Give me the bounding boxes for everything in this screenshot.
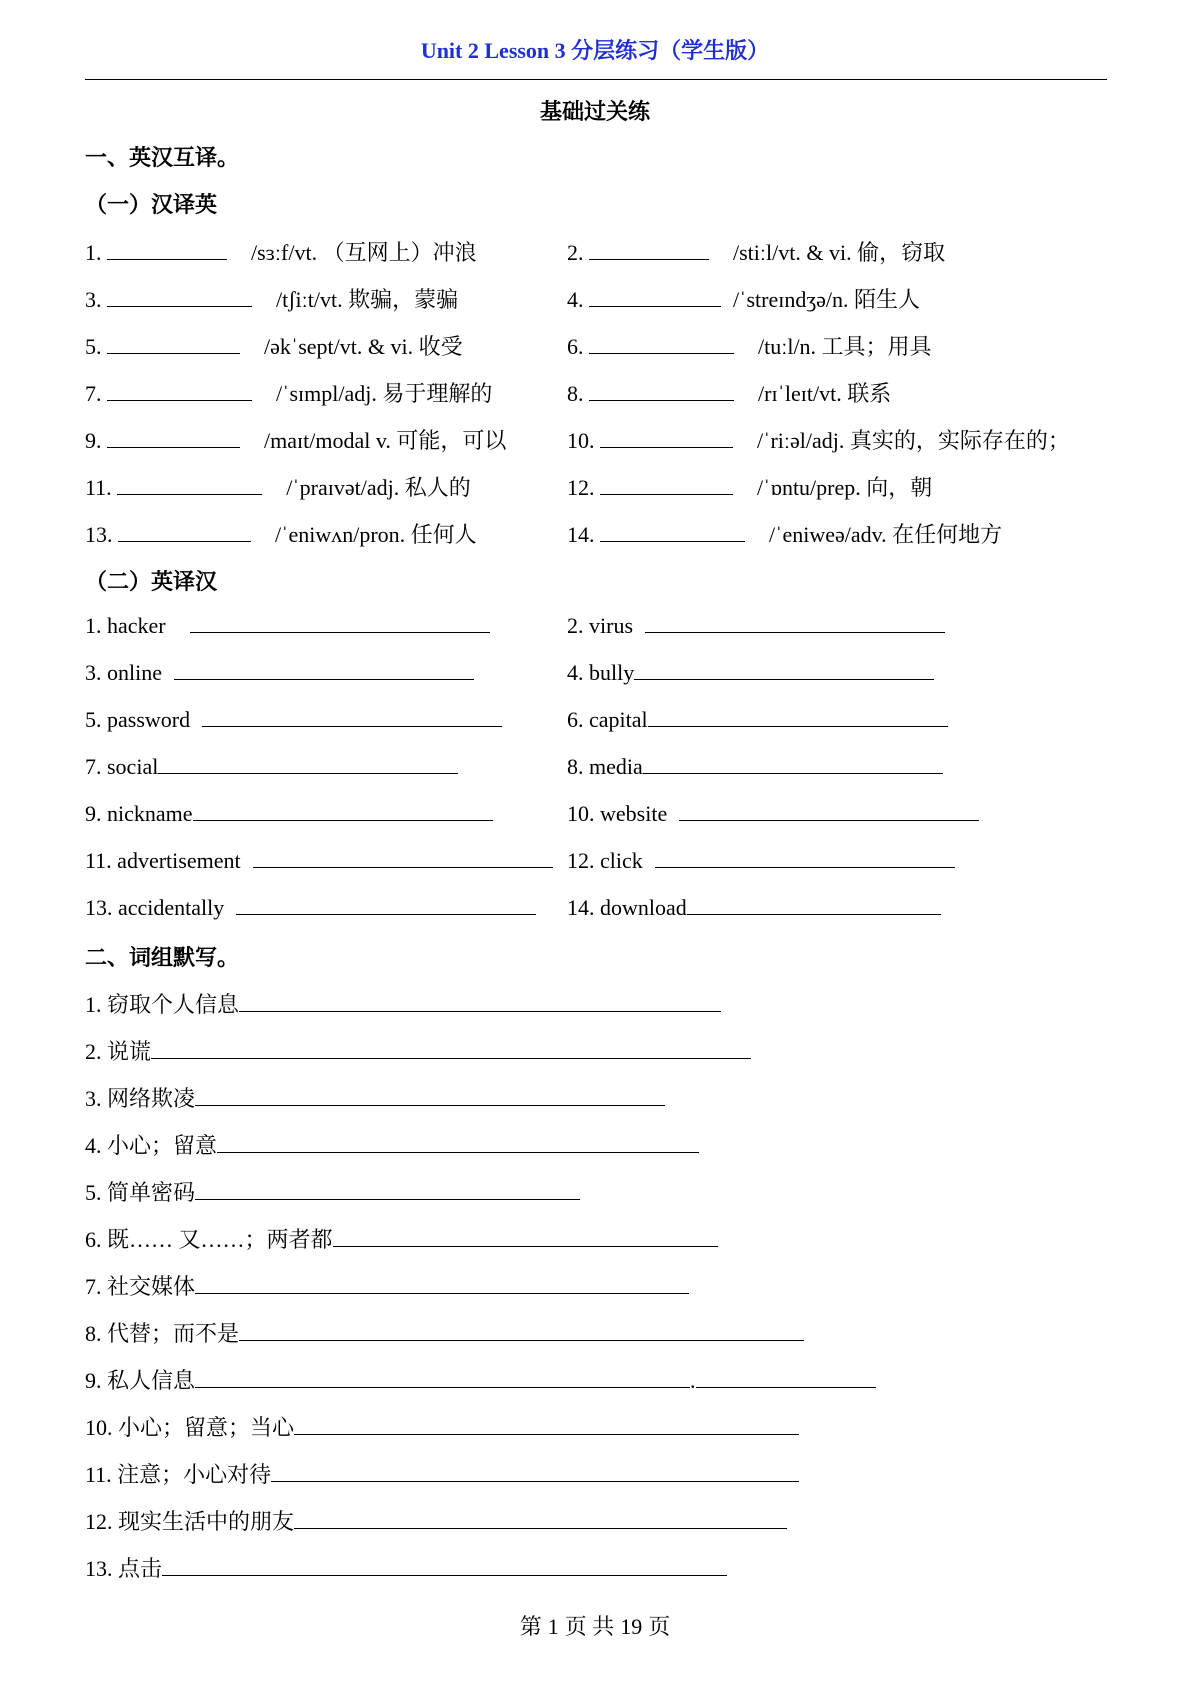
item-definition: /əkˈsept/vt. & vi. 收受 [264, 334, 463, 359]
answer-blank[interactable] [333, 1226, 718, 1247]
answer-blank[interactable] [217, 1132, 699, 1153]
c2e-item-5 [85, 330, 463, 361]
e2c-item-2 [567, 612, 945, 639]
item-word: 2. virus [567, 613, 633, 638]
e2c-item-3 [85, 659, 474, 686]
header-rule [85, 79, 1107, 80]
answer-blank[interactable] [174, 659, 474, 680]
answer-blank[interactable] [239, 1320, 804, 1341]
e2c-item-9 [85, 800, 493, 827]
c2e-item-11 [85, 471, 471, 502]
e2c-item-5 [85, 706, 502, 733]
footer-suffix: 页 [648, 1614, 671, 1639]
item-number: 8. [567, 381, 584, 406]
footer-total-pages: 19 [620, 1614, 643, 1639]
footer-prefix: 第 [519, 1614, 542, 1639]
answer-blank[interactable] [239, 991, 721, 1012]
item-word: 4. bully [567, 660, 635, 685]
section2-title: 二、词组默写。 [85, 945, 240, 970]
item-definition: /ˈsɪmpl/adj. 易于理解的 [276, 381, 493, 406]
item-word: 3. online [85, 660, 162, 685]
answer-blank[interactable] [158, 753, 458, 774]
phrase-item-8 [85, 1317, 804, 1348]
item-word: 9. nickname [85, 801, 193, 826]
c2e-item-8 [567, 377, 891, 408]
phrase-text: 9. 私人信息 [85, 1368, 196, 1393]
item-number: 3. [85, 287, 102, 312]
phrase-text: 1. 窃取个人信息 [85, 992, 240, 1017]
item-number: 4. [567, 287, 584, 312]
item-number: 5. [85, 334, 102, 359]
item-number: 6. [567, 334, 584, 359]
e2c-item-7 [85, 753, 458, 780]
e2c-item-8 [567, 753, 943, 780]
item-definition: /ˈpraɪvət/adj. 私人的 [286, 475, 471, 500]
answer-blank[interactable] [655, 847, 955, 868]
item-definition: /tʃiːt/vt. 欺骗，蒙骗 [276, 287, 459, 312]
phrase-text: 4. 小心；留意 [85, 1133, 218, 1158]
c2e-item-12 [567, 471, 932, 502]
item-definition: /ˈriːəl/adj. 真实的，实际存在的； [757, 428, 1070, 453]
answer-blank[interactable] [648, 706, 948, 727]
item-definition: /maɪt/modal v. 可能，可以 [264, 428, 507, 453]
answer-blank[interactable] [600, 521, 745, 542]
phrase-text: 8. 代替；而不是 [85, 1321, 240, 1346]
answer-blank[interactable] [645, 612, 945, 633]
c2e-item-2 [567, 236, 945, 267]
c2e-item-9 [85, 424, 506, 455]
answer-blank[interactable] [151, 1038, 751, 1059]
e2c-item-1 [85, 612, 490, 639]
item-number: 7. [85, 381, 102, 406]
phrase-item-5 [85, 1176, 580, 1207]
phrase-item-13 [85, 1552, 727, 1583]
e2c-item-11 [85, 847, 553, 874]
phrase-text: 11. 注意；小心对待 [85, 1462, 272, 1487]
answer-blank[interactable] [190, 612, 490, 633]
answer-blank[interactable] [193, 800, 493, 821]
item-definition: /rɪˈleɪt/vt. 联系 [758, 381, 892, 406]
page-footer [0, 1610, 1190, 1641]
phrase-text: 6. 既…… 又……；两者都 [85, 1227, 333, 1252]
item-definition: /ˈɒntu/prep. 向，朝 [757, 475, 933, 500]
answer-blank[interactable] [679, 800, 979, 821]
item-word: 1. hacker [85, 613, 166, 638]
phrase-text: 2. 说谎 [85, 1039, 152, 1064]
answer-blank[interactable] [600, 474, 733, 495]
trailing-period: . [690, 1368, 696, 1393]
c2e-item-1 [85, 236, 477, 267]
item-word: 7. social [85, 754, 159, 779]
section1-sub1-title: （一）汉译英 [85, 192, 218, 217]
answer-blank[interactable] [195, 1273, 689, 1294]
e2c-item-12 [567, 847, 955, 874]
e2c-item-4 [567, 659, 934, 686]
item-word: 8. media [567, 754, 643, 779]
section1-sub2-title: （二）英译汉 [85, 569, 218, 594]
phrase-text: 3. 网络欺凌 [85, 1086, 196, 1111]
answer-blank[interactable] [600, 427, 733, 448]
answer-blank[interactable] [589, 380, 734, 401]
item-number: 1. [85, 240, 102, 265]
answer-blank[interactable] [634, 659, 934, 680]
item-number: 2. [567, 240, 584, 265]
e2c-item-10 [567, 800, 979, 827]
c2e-item-4 [567, 283, 920, 314]
answer-blank[interactable] [107, 427, 240, 448]
item-word: 11. advertisement [85, 848, 241, 873]
c2e-item-3 [85, 283, 458, 314]
item-number: 13. [85, 522, 113, 547]
phrase-item-9 [85, 1364, 876, 1395]
item-number: 12. [567, 475, 595, 500]
answer-blank[interactable] [589, 239, 709, 260]
item-number: 9. [85, 428, 102, 453]
c2e-item-7 [85, 377, 492, 408]
answer-blank[interactable] [589, 286, 721, 307]
answer-blank[interactable] [253, 847, 553, 868]
answer-blank[interactable] [236, 894, 536, 915]
e2c-item-6 [567, 706, 948, 733]
answer-blank[interactable] [107, 286, 252, 307]
item-number: 10. [567, 428, 595, 453]
phrase-item-12 [85, 1505, 787, 1536]
footer-page-number: 1 [547, 1614, 559, 1639]
header-title: Unit 2 Lesson 3 分层练习（学生版） [420, 38, 770, 63]
answer-blank[interactable] [643, 753, 943, 774]
phrase-item-4 [85, 1129, 699, 1160]
phrase-text: 12. 现实生活中的朋友 [85, 1509, 295, 1534]
answer-blank[interactable] [294, 1508, 787, 1529]
answer-blank[interactable] [195, 1085, 665, 1106]
answer-blank[interactable] [107, 333, 240, 354]
item-word: 10. website [567, 801, 668, 826]
c2e-item-6 [567, 330, 932, 361]
answer-blank-extension[interactable] [696, 1367, 876, 1388]
e2c-item-13 [85, 894, 536, 921]
phrase-text: 7. 社交媒体 [85, 1274, 196, 1299]
phrase-text: 5. 简单密码 [85, 1180, 196, 1205]
item-definition: /tuːl/n. 工具；用具 [758, 334, 932, 359]
item-number: 14. [567, 522, 595, 547]
c2e-item-10 [567, 424, 1070, 455]
answer-blank[interactable] [271, 1461, 799, 1482]
phrase-item-1 [85, 988, 721, 1019]
phrase-text: 13. 点击 [85, 1556, 163, 1581]
item-word: 6. capital [567, 707, 648, 732]
footer-mid: 页 共 [564, 1614, 615, 1639]
c2e-item-13 [85, 518, 477, 549]
answer-blank[interactable] [195, 1179, 580, 1200]
item-definition: /ˈstreɪndʒə/n. 陌生人 [733, 287, 920, 312]
answer-blank[interactable] [294, 1414, 799, 1435]
section1-title: 一、英汉互译。 [85, 145, 240, 170]
answer-blank[interactable] [107, 239, 227, 260]
item-word: 14. download [567, 895, 687, 920]
phrase-item-2 [85, 1035, 751, 1066]
item-word: 13. accidentally [85, 895, 225, 920]
main-title: 基础过关练 [539, 99, 650, 124]
answer-blank[interactable] [195, 1367, 690, 1388]
phrase-item-6 [85, 1223, 718, 1254]
phrase-item-3 [85, 1082, 665, 1113]
item-word: 12. click [567, 848, 643, 873]
answer-blank[interactable] [118, 521, 251, 542]
item-number: 11. [85, 475, 112, 500]
phrase-item-11 [85, 1458, 799, 1489]
item-definition: /ˈeniweə/adv. 在任何地方 [769, 522, 1003, 547]
item-definition: /sɜːf/vt. （互网上）冲浪 [251, 240, 477, 265]
e2c-item-14 [567, 894, 941, 921]
answer-blank[interactable] [117, 474, 262, 495]
item-word: 5. password [85, 707, 191, 732]
phrase-text: 10. 小心；留意；当心 [85, 1415, 295, 1440]
answer-blank[interactable] [202, 706, 502, 727]
c2e-item-14 [567, 518, 1002, 549]
answer-blank[interactable] [687, 894, 941, 915]
item-definition: /stiːl/vt. & vi. 偷，窃取 [733, 240, 946, 265]
answer-blank[interactable] [107, 380, 252, 401]
phrase-item-7 [85, 1270, 689, 1301]
phrase-item-10 [85, 1411, 799, 1442]
answer-blank[interactable] [589, 333, 734, 354]
answer-blank[interactable] [162, 1555, 727, 1576]
item-definition: /ˈeniwʌn/pron. 任何人 [275, 522, 477, 547]
